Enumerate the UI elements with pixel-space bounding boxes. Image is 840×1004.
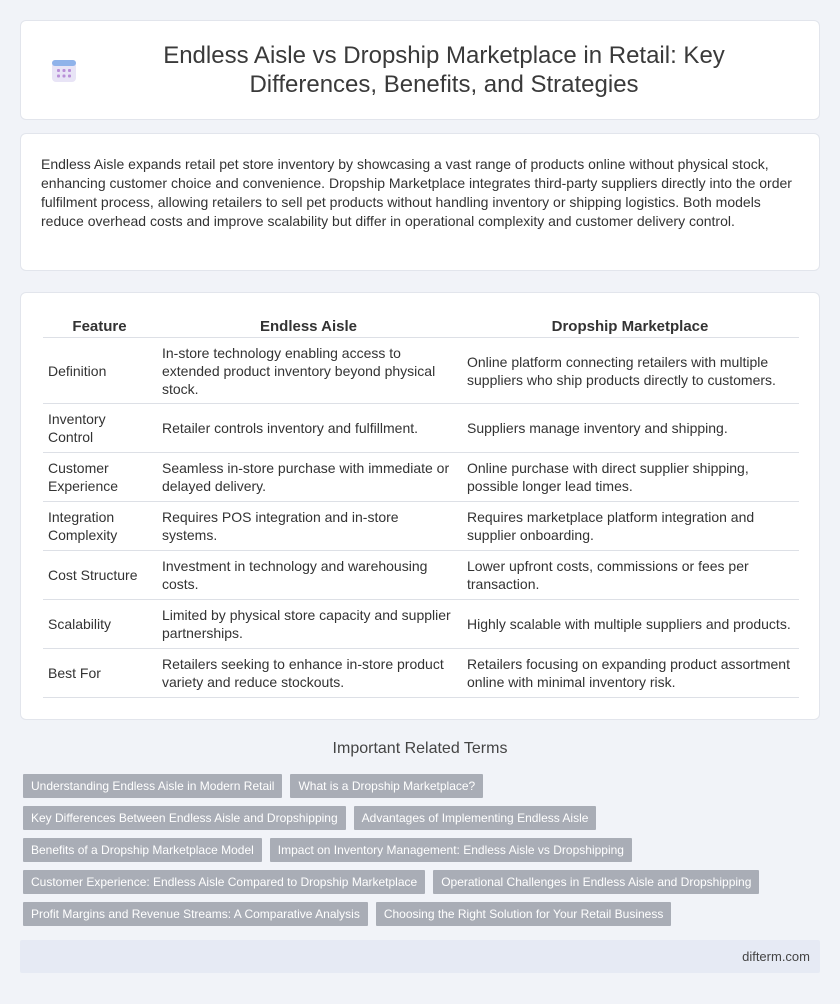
related-terms-tags [20, 774, 820, 934]
table-row [43, 502, 799, 551]
feature-cell: Definition [43, 338, 156, 404]
table-row [43, 551, 799, 600]
related-terms-section [20, 740, 820, 934]
endless-aisle-cell: In-store technology enabling access to extended product inventory beyond physical stock. [156, 338, 461, 404]
endless-aisle-cell: Seamless in-store purchase with immediate or delayed delivery. [156, 453, 461, 502]
related-term-link[interactable]: Choosing the Right Solution for Your Retail Business [376, 902, 672, 926]
column-header-feature: Feature [43, 314, 156, 338]
related-terms-title: Important Related Terms [332, 740, 508, 757]
related-term-link[interactable]: Impact on Inventory Management: Endless Aisle vs Dropshipping [270, 838, 632, 862]
endless-aisle-cell: Limited by physical store capacity and supplier partnerships. [156, 600, 461, 649]
endless-aisle-cell: Retailers seeking to enhance in-store product variety and reduce stockouts. [156, 649, 461, 698]
related-term-link[interactable]: Advantages of Implementing Endless Aisle [354, 806, 597, 830]
feature-cell: Best For [43, 649, 156, 698]
feature-cell: Integration Complexity [43, 502, 156, 551]
dropship-cell: Online purchase with direct supplier shipping, possible longer lead times. [461, 453, 799, 502]
intro-text: Endless Aisle expands retail pet store inventory by showcasing a vast range of products online without physical stock, enhancing customer choice and convenience. Dropship Marketplace integrates third-party suppliers directly into the order fulfilment process, allowing retailers to sell pet products without handling inventory or shipping logistics. Both models reduce overhead costs and improve scalability but differ in operational complexity and customer delivery control. [41, 156, 792, 229]
feature-cell: Inventory Control [43, 404, 156, 453]
footer-site-name[interactable]: difterm.com [742, 949, 810, 964]
calendar-grid-icon [51, 57, 77, 83]
related-term-link[interactable]: Understanding Endless Aisle in Modern Retail [23, 774, 282, 798]
page-title: Endless Aisle vs Dropship Marketplace in Retail: Key Differences, Benefits, and Strategies [163, 42, 725, 98]
comparison-table [43, 314, 799, 698]
dropship-cell: Online platform connecting retailers with multiple suppliers who ship products directly to customers. [461, 338, 799, 404]
related-term-link[interactable]: Key Differences Between Endless Aisle and Dropshipping [23, 806, 346, 830]
dropship-cell: Retailers focusing on expanding product assortment online with minimal inventory risk. [461, 649, 799, 698]
table-header-row [43, 314, 799, 338]
dropship-cell: Highly scalable with multiple suppliers and products. [461, 600, 799, 649]
feature-cell: Cost Structure [43, 551, 156, 600]
endless-aisle-cell: Requires POS integration and in-store systems. [156, 502, 461, 551]
table-row [43, 453, 799, 502]
feature-cell: Customer Experience [43, 453, 156, 502]
related-term-link[interactable]: Operational Challenges in Endless Aisle and Dropshipping [433, 870, 759, 894]
footer [20, 940, 820, 973]
intro-card [20, 133, 820, 271]
endless-aisle-cell: Investment in technology and warehousing costs. [156, 551, 461, 600]
endless-aisle-cell: Retailer controls inventory and fulfillment. [156, 404, 461, 453]
column-header-dropship-marketplace: Dropship Marketplace [461, 314, 799, 338]
related-term-link[interactable]: Profit Margins and Revenue Streams: A Comparative Analysis [23, 902, 368, 926]
header-card [20, 20, 820, 120]
column-header-endless-aisle: Endless Aisle [156, 314, 461, 338]
feature-cell: Scalability [43, 600, 156, 649]
related-term-link[interactable]: Benefits of a Dropship Marketplace Model [23, 838, 262, 862]
dropship-cell: Requires marketplace platform integration and supplier onboarding. [461, 502, 799, 551]
related-term-link[interactable]: Customer Experience: Endless Aisle Compared to Dropship Marketplace [23, 870, 425, 894]
related-term-link[interactable]: What is a Dropship Marketplace? [290, 774, 483, 798]
dropship-cell: Lower upfront costs, commissions or fees per transaction. [461, 551, 799, 600]
comparison-table-card [20, 292, 820, 720]
table-row [43, 338, 799, 404]
table-row [43, 649, 799, 698]
table-row [43, 404, 799, 453]
table-row [43, 600, 799, 649]
dropship-cell: Suppliers manage inventory and shipping. [461, 404, 799, 453]
